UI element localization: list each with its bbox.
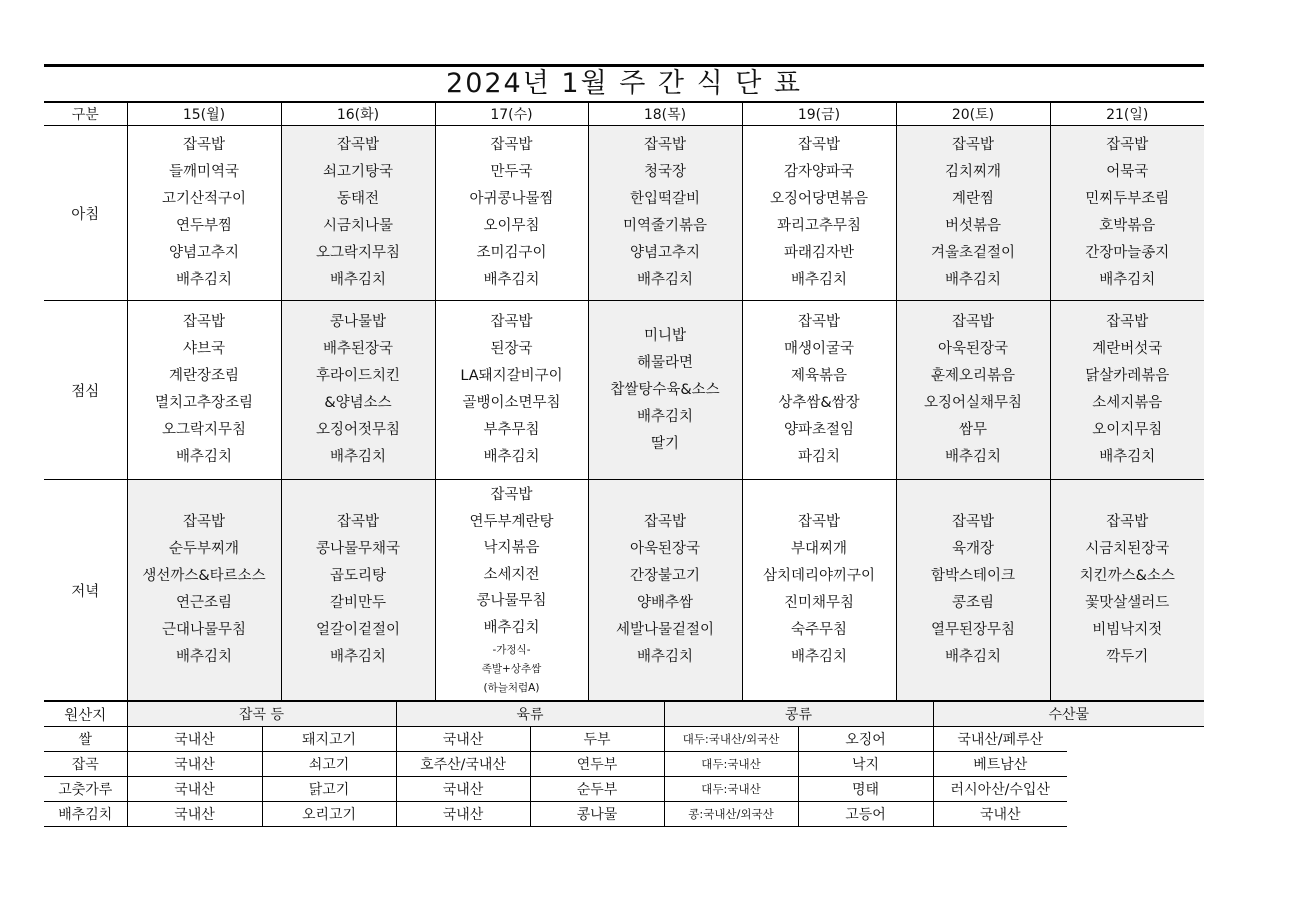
- menu-item: 잡곡밥: [490, 137, 533, 153]
- meal-label-breakfast: 아침: [44, 126, 127, 301]
- origin-country: 호주산/국내산: [396, 752, 530, 777]
- page-title: 2024년 1월 주 간 식 단 표: [44, 64, 1204, 103]
- special-menu-note: 족발+상추쌈: [481, 663, 542, 675]
- menu-item: 잡곡밥: [182, 514, 226, 530]
- menu-item: 소세지볶음: [1092, 395, 1163, 411]
- menu-item: 간장불고기: [629, 568, 701, 584]
- origin-country: 대두:국내산: [664, 752, 798, 777]
- menu-item: 생선까스&타르소스: [142, 568, 266, 584]
- menu-items: [436, 126, 588, 300]
- menu-item: 연두부찜: [175, 218, 233, 234]
- menu-item: 잡곡밥: [182, 314, 226, 330]
- weekly-menu-table: [44, 103, 1204, 701]
- menu-items: [589, 301, 742, 479]
- menu-cell: [896, 126, 1050, 301]
- menu-item: 미니밥: [643, 327, 687, 344]
- menu-item: 해물라면: [636, 354, 694, 371]
- origin-item: 쇠고기: [262, 752, 396, 777]
- day-header: 15(월): [127, 103, 281, 126]
- header-row: [44, 103, 1204, 126]
- menu-items: [743, 480, 896, 700]
- menu-item: 찹쌀탕수육&소스: [610, 381, 720, 398]
- origin-item: 명태: [798, 777, 933, 802]
- day-header: 16(화): [281, 103, 435, 126]
- dinner-row: [44, 480, 1204, 701]
- origin-item: 오징어: [798, 727, 933, 752]
- menu-item: 숙주무침: [790, 622, 848, 638]
- menu-item: LA돼지갈비구이: [460, 368, 563, 384]
- menu-item: 잡곡밥: [951, 137, 995, 153]
- menu-item: 파김치: [797, 449, 841, 465]
- origin-item: 고등어: [798, 802, 933, 827]
- menu-item: 호박볶음: [1099, 218, 1156, 234]
- menu-cell: [281, 126, 435, 301]
- menu-item: 상추쌈&쌈장: [778, 395, 860, 411]
- menu-item: 아귀콩나물찜: [469, 191, 554, 207]
- menu-item: 된장국: [490, 341, 533, 357]
- menu-items: [282, 480, 435, 700]
- menu-item: 한입떡갈비: [629, 191, 701, 207]
- menu-items: [897, 126, 1050, 300]
- menu-item: 잡곡밥: [643, 137, 687, 153]
- menu-item: 세발나물겉절이: [615, 622, 715, 638]
- menu-item: 잡곡밥: [336, 137, 380, 153]
- menu-item: 시금치된장국: [1085, 541, 1170, 557]
- menu-item: 잡곡밥: [797, 137, 841, 153]
- origin-country: 베트남산: [933, 752, 1067, 777]
- origin-country: 국내산: [396, 777, 530, 802]
- origin-item: 고춧가루: [44, 777, 127, 802]
- origin-country: 콩:국내산/외국산: [664, 802, 798, 827]
- origin-country: 국내산/페루산: [933, 727, 1067, 752]
- menu-item: 잡곡밥: [797, 514, 841, 530]
- menu-cell: [435, 480, 588, 701]
- menu-item: 김치찌개: [944, 164, 1002, 180]
- menu-item: 골뱅이소면무침: [462, 395, 561, 411]
- menu-item: 삼치데리야끼구이: [762, 568, 876, 584]
- menu-item: 미역줄기볶음: [622, 218, 708, 234]
- menu-item: 잡곡밥: [797, 314, 841, 330]
- menu-item: 함박스테이크: [930, 568, 1016, 584]
- menu-item: 배추된장국: [322, 341, 394, 357]
- menu-items: [1051, 301, 1205, 479]
- menu-items: [589, 480, 742, 700]
- menu-item: 배추김치: [175, 449, 233, 465]
- menu-item: 멸치고추장조림: [154, 395, 254, 411]
- menu-item: 샤브국: [182, 341, 226, 357]
- menu-item: 조미김구이: [476, 245, 547, 261]
- menu-items: [436, 480, 588, 700]
- menu-item: 잡곡밥: [182, 137, 226, 153]
- menu-item: 부추무침: [483, 422, 540, 438]
- menu-item: 닭살카레볶음: [1085, 368, 1170, 384]
- menu-cell: [435, 301, 588, 480]
- menu-item: 훈제오리볶음: [930, 368, 1016, 384]
- menu-item: 근대나물무침: [161, 622, 247, 638]
- origin-country: 국내산: [127, 802, 262, 827]
- origin-label: 원산지: [44, 702, 127, 727]
- menu-item: 잡곡밥: [490, 487, 533, 503]
- menu-item: 열무된장무침: [930, 622, 1016, 638]
- menu-item: 배추김치: [483, 449, 540, 465]
- menu-item: 계란찜: [951, 191, 995, 207]
- menu-items: [282, 126, 435, 300]
- menu-item: 오이무침: [483, 218, 540, 234]
- menu-item: 매생이굴국: [783, 341, 855, 357]
- menu-items: [897, 301, 1050, 479]
- origin-country: 국내산: [127, 727, 262, 752]
- menu-items: [743, 126, 896, 300]
- menu-item: 잡곡밥: [951, 314, 995, 330]
- menu-cell: [1050, 480, 1204, 701]
- origin-item: 콩나물: [530, 802, 664, 827]
- origin-category: 육류: [396, 702, 664, 727]
- menu-item: 순두부찌개: [168, 541, 240, 557]
- origin-category-row: [44, 702, 1204, 727]
- day-header: 18(목): [588, 103, 742, 126]
- menu-item: &양념소스: [324, 395, 392, 411]
- menu-item: 배추김치: [1099, 449, 1156, 465]
- menu-item: 배추김치: [944, 649, 1002, 665]
- menu-cell: [1050, 126, 1204, 301]
- day-header: 19(금): [742, 103, 896, 126]
- origin-item: 배추김치: [44, 802, 127, 827]
- menu-item: 쇠고기탕국: [322, 164, 394, 180]
- meal-label-lunch: 점심: [44, 301, 127, 480]
- menu-item: 꽈리고추무침: [776, 218, 862, 234]
- menu-item: 계란장조림: [168, 368, 240, 384]
- menu-item: 잡곡밥: [336, 514, 380, 530]
- menu-cell: [1050, 301, 1204, 480]
- origin-table: [44, 701, 1204, 827]
- menu-item: 아욱된장국: [937, 341, 1009, 357]
- menu-cell: [742, 126, 896, 301]
- menu-item: 잡곡밥: [1106, 137, 1149, 153]
- menu-items: [128, 480, 281, 700]
- menu-item: 배추김치: [790, 272, 848, 288]
- menu-item: 오징어젓무침: [315, 422, 401, 438]
- menu-items: [897, 480, 1050, 700]
- origin-row: [44, 727, 1204, 752]
- menu-item: 양파초절임: [783, 422, 855, 438]
- special-menu-note: -가정식-: [492, 644, 531, 656]
- menu-items: [1051, 126, 1205, 300]
- origin-item: 오리고기: [262, 802, 396, 827]
- day-header: 20(토): [896, 103, 1050, 126]
- menu-item: 배추김치: [329, 449, 387, 465]
- special-menu-note: (하늘처럼A): [483, 682, 540, 694]
- menu-item: 들깨미역국: [168, 164, 240, 180]
- menu-cell: [588, 126, 742, 301]
- menu-item: 배추김치: [175, 272, 233, 288]
- menu-item: 배추김치: [636, 272, 694, 288]
- menu-item: 비빔낙지젓: [1092, 622, 1163, 638]
- menu-cell: [742, 301, 896, 480]
- origin-item: 쌀: [44, 727, 127, 752]
- menu-item: 겨울초겉절이: [930, 245, 1016, 261]
- origin-category: 콩류: [664, 702, 933, 727]
- menu-item: 잡곡밥: [1106, 514, 1149, 530]
- origin-item: 순두부: [530, 777, 664, 802]
- menu-item: 소세지전: [483, 566, 540, 583]
- menu-item: 잡곡밥: [951, 514, 995, 530]
- menu-item: 콩나물무침: [476, 593, 547, 609]
- origin-row: [44, 752, 1204, 777]
- menu-item: 연두부계란탕: [469, 513, 554, 530]
- menu-item: 만두국: [490, 164, 533, 180]
- menu-item: 간장마늘종지: [1085, 245, 1170, 261]
- day-header: 21(일): [1050, 103, 1204, 126]
- origin-item: 낙지: [798, 752, 933, 777]
- menu-item: 시금치나물: [322, 218, 394, 234]
- menu-items: [743, 301, 896, 479]
- menu-item: 배추김치: [483, 272, 540, 288]
- origin-country: 대두:국내산: [664, 777, 798, 802]
- menu-items: [128, 301, 281, 479]
- menu-item: 콩조림: [951, 595, 995, 611]
- menu-item: 낙지볶음: [483, 540, 540, 556]
- menu-item: 배추김치: [329, 649, 387, 665]
- origin-category: 수산물: [933, 702, 1204, 727]
- menu-item: 곱도리탕: [329, 568, 387, 584]
- menu-item: 제육볶음: [790, 368, 848, 384]
- menu-item: 얼갈이겉절이: [315, 622, 401, 638]
- menu-item: 배추김치: [636, 408, 694, 425]
- menu-item: 연근조림: [175, 595, 233, 611]
- menu-item: 콩나물무채국: [315, 541, 401, 557]
- origin-item: 돼지고기: [262, 727, 396, 752]
- menu-item: 배추김치: [175, 649, 233, 665]
- menu-item: 후라이드치킨: [315, 368, 401, 384]
- menu-item: 육개장: [951, 541, 995, 557]
- origin-country: 국내산: [127, 752, 262, 777]
- menu-item: 오징어당면볶음: [769, 191, 869, 207]
- origin-country: 국내산: [933, 802, 1067, 827]
- menu-cell: [742, 480, 896, 701]
- origin-country: 러시아산/수입산: [933, 777, 1067, 802]
- menu-cell: [127, 480, 281, 701]
- menu-item: 민찌두부조림: [1085, 191, 1170, 207]
- menu-cell: [896, 301, 1050, 480]
- menu-item: 계란버섯국: [1092, 341, 1163, 357]
- menu-item: 치킨까스&소스: [1079, 568, 1175, 584]
- menu-sheet: [44, 64, 1204, 827]
- menu-item: 잡곡밥: [490, 314, 533, 330]
- menu-item: 배추김치: [636, 649, 694, 665]
- menu-item: 버섯볶음: [944, 218, 1002, 234]
- menu-cell: [896, 480, 1050, 701]
- menu-items: [589, 126, 742, 300]
- menu-item: 오그락지무침: [315, 245, 401, 261]
- menu-items: [436, 301, 588, 479]
- menu-item: 감자양파국: [783, 164, 855, 180]
- menu-item: 동태전: [336, 191, 380, 207]
- menu-item: 배추김치: [329, 272, 387, 288]
- category-header: 구분: [44, 103, 127, 126]
- origin-country: 국내산: [396, 727, 530, 752]
- menu-item: 오그락지무침: [161, 422, 247, 438]
- day-header: 17(수): [435, 103, 588, 126]
- breakfast-row: [44, 126, 1204, 301]
- menu-item: 청국장: [643, 164, 687, 180]
- menu-items: [282, 301, 435, 479]
- origin-country: 대두:국내산/외국산: [664, 727, 798, 752]
- menu-cell: [281, 480, 435, 701]
- menu-cell: [588, 480, 742, 701]
- origin-category: 잡곡 등: [127, 702, 396, 727]
- menu-item: 파래김자반: [783, 245, 855, 261]
- menu-item: 진미채무침: [783, 595, 855, 611]
- origin-row: [44, 777, 1204, 802]
- meal-label-dinner: 저녁: [44, 480, 127, 701]
- menu-items: [1051, 480, 1205, 700]
- origin-country: 국내산: [396, 802, 530, 827]
- menu-item: 콩나물밥: [329, 314, 387, 330]
- menu-cell: [435, 126, 588, 301]
- menu-item: 배추김치: [790, 649, 848, 665]
- menu-item: 배추김치: [944, 449, 1002, 465]
- menu-item: 아욱된장국: [629, 541, 701, 557]
- menu-cell: [127, 301, 281, 480]
- menu-item: 어묵국: [1106, 164, 1149, 180]
- origin-item: 잡곡: [44, 752, 127, 777]
- menu-cell: [588, 301, 742, 480]
- menu-item: 잡곡밥: [1106, 314, 1149, 330]
- menu-item: 양념고추지: [168, 245, 240, 261]
- menu-item: 쌈무: [958, 422, 987, 438]
- menu-item: 오징어실채무침: [923, 395, 1023, 411]
- menu-item: 배추김치: [1099, 272, 1156, 288]
- menu-item: 딸기: [650, 435, 679, 452]
- menu-item: 꽃맛살샐러드: [1085, 595, 1170, 611]
- origin-item: 두부: [530, 727, 664, 752]
- origin-item: 연두부: [530, 752, 664, 777]
- menu-item: 고기산적구이: [161, 191, 247, 207]
- menu-items: [128, 126, 281, 300]
- menu-item: 양배추쌈: [636, 595, 694, 611]
- menu-cell: [127, 126, 281, 301]
- origin-country: 국내산: [127, 777, 262, 802]
- menu-item: 오이지무침: [1092, 422, 1163, 438]
- menu-item: 잡곡밥: [643, 514, 687, 530]
- menu-item: 부대찌개: [790, 541, 848, 557]
- lunch-row: [44, 301, 1204, 480]
- menu-item: 깍두기: [1106, 649, 1149, 665]
- origin-row: [44, 802, 1204, 827]
- menu-cell: [281, 301, 435, 480]
- menu-item: 갈비만두: [329, 595, 387, 611]
- menu-item: 양념고추지: [629, 245, 701, 261]
- menu-item: 배추김치: [944, 272, 1002, 288]
- origin-item: 닭고기: [262, 777, 396, 802]
- menu-item: 배추김치: [483, 619, 540, 636]
